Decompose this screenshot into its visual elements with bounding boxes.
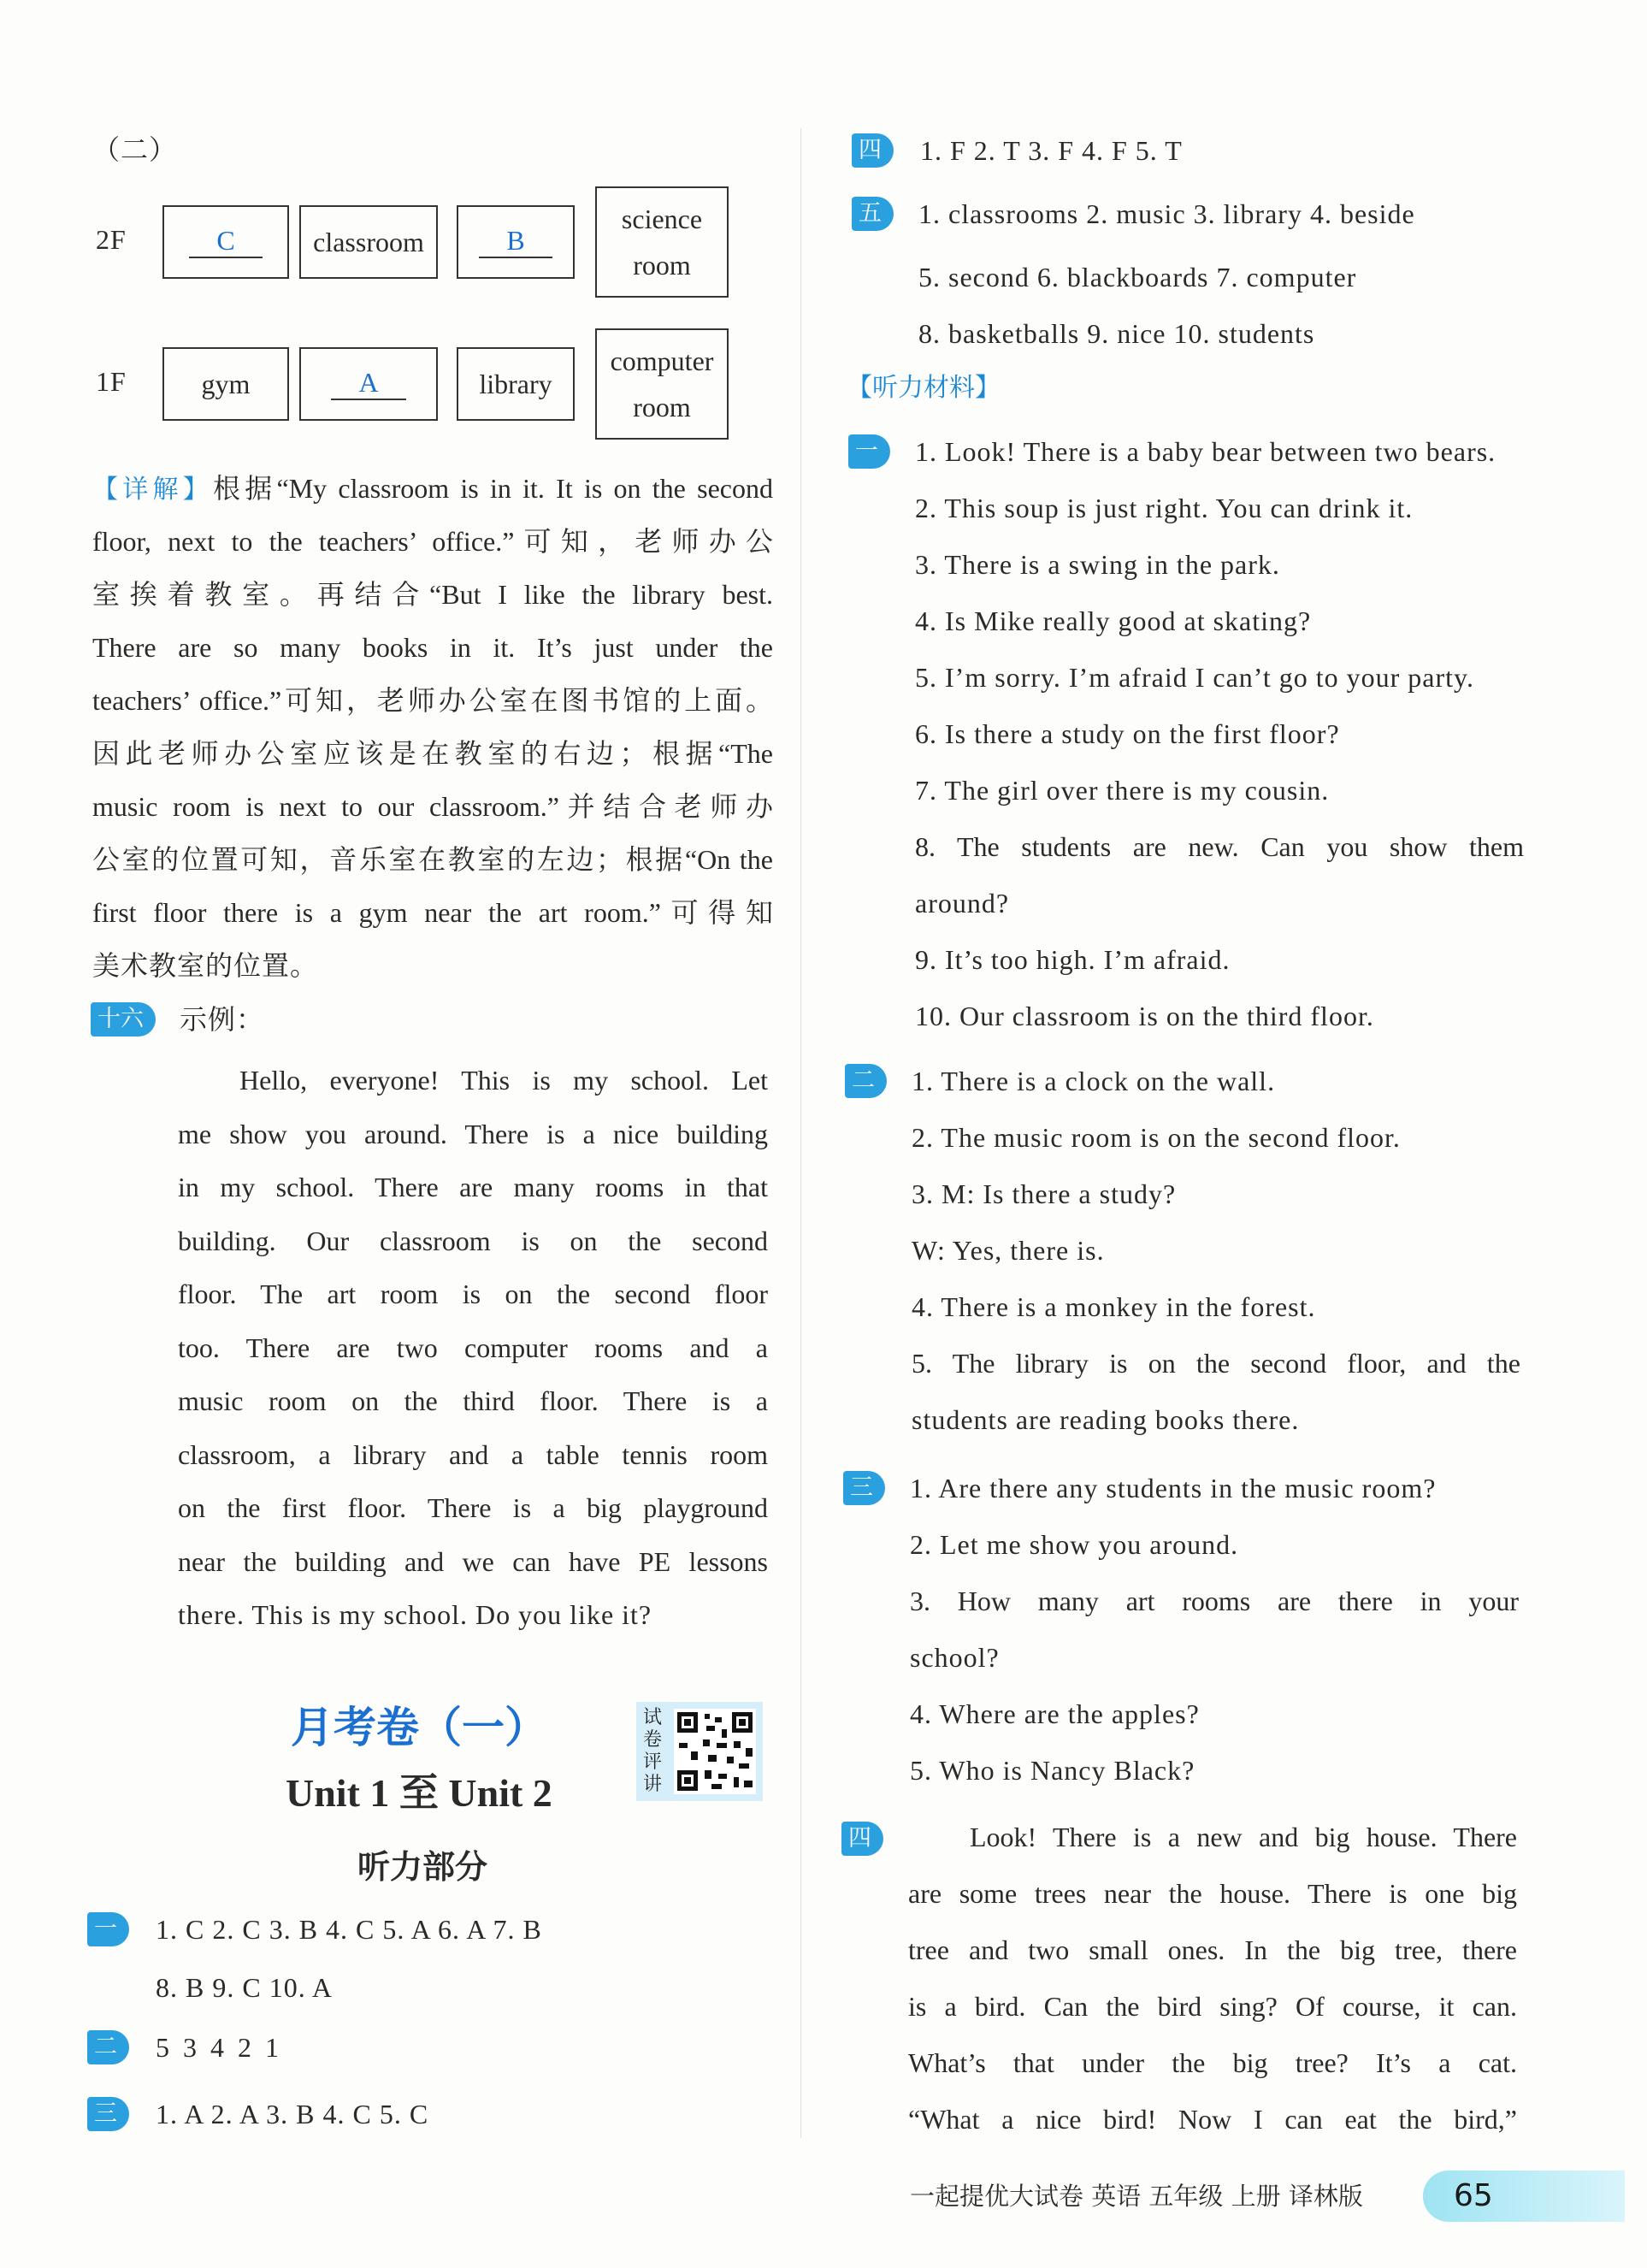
essay-line: too. There are two computer rooms and a [178,1332,768,1363]
material-line: 2. Let me show you around. [910,1529,1239,1560]
material-line: W: Yes, there is. [912,1235,1105,1266]
grid-cell-2f-4: science room [595,186,729,298]
material-line: What’s that under the big tree? It’s a cat. [908,2047,1517,2078]
material-line: “What a nice bird! Now I can eat the bird,” [908,2104,1517,2135]
explanation-block [92,462,773,992]
essay-line: classroom, a library and a table tennis room [178,1438,768,1470]
material-3-block [910,1462,1519,1801]
answer-4-badge: 四 [852,133,894,168]
material-line: 4. Is Mike really good at skating? [915,605,1312,636]
answer-1-line-2: 8. B 9. C 10. A [156,1972,334,2003]
material-line: 5. Who is Nancy Black? [910,1755,1195,1786]
material-line: 10. Our classroom is on the third floor. [915,1001,1374,1031]
floor-label-1f: 1F [96,366,127,397]
answer-5-line: 1. classrooms 2. music 3. library 4. beside [918,198,1415,229]
answer-2-line: 5 3 4 2 1 [156,2032,280,2063]
listening-heading: 听力部分 [357,1848,488,1886]
page-number: 65 [1454,2178,1493,2213]
essay-line: me show you around. There is a nice building [178,1118,768,1149]
grid-cell-1f-3: library [457,347,575,421]
material-line: is a bird. Can the bird sing? Of course, it can. [908,1991,1517,2022]
sample-essay [178,1054,768,1642]
answer-2-badge: 二 [87,2030,129,2064]
section-label: （二） [92,133,178,166]
qr-block[interactable] [636,1702,763,1801]
explanation-line: 室挨着教室。再结合“But I like the library best. [92,579,773,610]
material-line: 3. M: Is there a study? [912,1178,1177,1209]
material-line: 2. The music room is on the second floor. [912,1122,1401,1153]
q16-intro: 示例： [180,1003,265,1036]
material-line: 9. It’s too high. I’m afraid. [915,944,1231,975]
grid-cell-1f-1: gym [162,347,289,421]
explanation-line: 公室的位置可知，音乐室在教室的左边；根据“On the [92,844,773,875]
material-line: 2. This soup is just right. You can drink it. [915,493,1414,523]
grid-cell-1f-2: A [299,347,438,421]
material-line: 1. There is a clock on the wall. [912,1066,1276,1096]
floor-label-2f: 2F [96,224,127,255]
material-2-badge: 二 [845,1064,887,1098]
explanation-line: teachers’ office.”可知，老师办公室在图书馆的上面。 [92,685,773,716]
material-line: 3. How many art rooms are there in your [910,1586,1519,1616]
material-line: 1. Are there any students in the music room? [910,1473,1437,1503]
material-4-badge: 四 [841,1822,883,1856]
essay-line: on the first floor. There is a big playground [178,1492,768,1523]
material-line: 4. There is a monkey in the forest. [912,1291,1316,1322]
material-2-block [912,1055,1520,1450]
page-number-tab [1423,2171,1625,2222]
material-4-block [908,1811,1517,2150]
material-line: 4. Where are the apples? [910,1698,1200,1729]
test-title: 月考卷（一） [291,1703,547,1752]
material-line: 1. Look! There is a baby bear between two bears. [915,436,1496,467]
material-1-badge: 一 [848,434,890,469]
answer-5-line: 5. second 6. blackboards 7. computer [918,262,1357,292]
essay-line: floor. The art room is on the second floor [178,1279,768,1309]
grid-cell-2f-2: classroom [299,205,438,279]
grid-cell-1f-4: computer room [595,328,729,440]
answer-1-line-1: 1. C 2. C 3. B 4. C 5. A 6. A 7. B [156,1914,542,1945]
material-line: 3. There is a swing in the park. [915,549,1280,580]
material-line: Look! There is a new and big house. There [970,1822,1517,1852]
grid-cell-2f-1: C [162,205,289,279]
explanation-line: 【详解】根据“My classroom is in it. It is on the second [92,473,773,505]
material-line: 6. Is there a study on the first floor? [915,718,1340,749]
explanation-line: floor, next to the teachers’ office.”可知，老师办公 [92,526,773,557]
answer-3-line: 1. A 2. A 3. B 4. C 5. C [156,2099,429,2129]
explanation-line: There are so many books in it. It’s just under the [92,632,773,663]
essay-line: near the building and we can have PE lessons [178,1545,768,1577]
material-line: 8. The students are new. Can you show them [915,831,1524,862]
material-1-block [915,426,1524,1047]
material-line: are some trees near the house. There is one big [908,1878,1517,1909]
essay-line: building. Our classroom is on the second [178,1225,768,1256]
answer-5-line: 8. basketballs 9. nice 10. students [918,318,1315,349]
grid-cell-2f-3: B [457,205,575,279]
material-line: 5. I’m sorry. I’m afraid I can’t go to your party. [915,662,1474,693]
material-line: 7. The girl over there is my cousin. [915,775,1330,806]
answer-1-badge: 一 [87,1912,129,1946]
essay-line: Hello, everyone! This is my school. Let [239,1065,768,1096]
listening-material-tag: 【听力材料】 [847,373,1001,403]
explanation-line: 因此老师办公室应该是在教室的右边；根据“The [92,738,773,769]
material-line: 5. The library is on the second floor, and the [912,1348,1520,1379]
q16-badge: 十六 [91,1002,156,1037]
material-line: school? [910,1642,1000,1673]
explanation-line: first floor there is a gym near the art room.”可得知 [92,897,773,928]
material-line: students are reading books there. [912,1404,1300,1435]
footer-series: 一起提优大试卷 英语 五年级 上册 译林版 [910,2182,1363,2211]
column-divider [800,128,801,2138]
material-3-badge: 三 [843,1471,885,1505]
material-line: tree and two small ones. In the big tree, there [908,1934,1517,1965]
explanation-line: 美术教室的位置。 [92,950,319,981]
material-line: around? [915,888,1010,918]
essay-line: music room on the third floor. There is a [178,1385,768,1416]
test-subtitle: Unit 1 至 Unit 2 [286,1771,552,1815]
essay-line: there. This is my school. Do you like it? [178,1599,652,1630]
answer-4-line: 1. F 2. T 3. F 4. F 5. T [920,135,1183,166]
answer-3-badge: 三 [87,2097,129,2131]
qr-code-icon [674,1709,756,1794]
qr-label: 试卷评讲 [643,1707,663,1795]
explanation-line: music room is next to our classroom.”并结合老师办 [92,791,773,822]
answer-5-badge: 五 [852,197,894,231]
essay-line: in my school. There are many rooms in that [178,1172,768,1202]
